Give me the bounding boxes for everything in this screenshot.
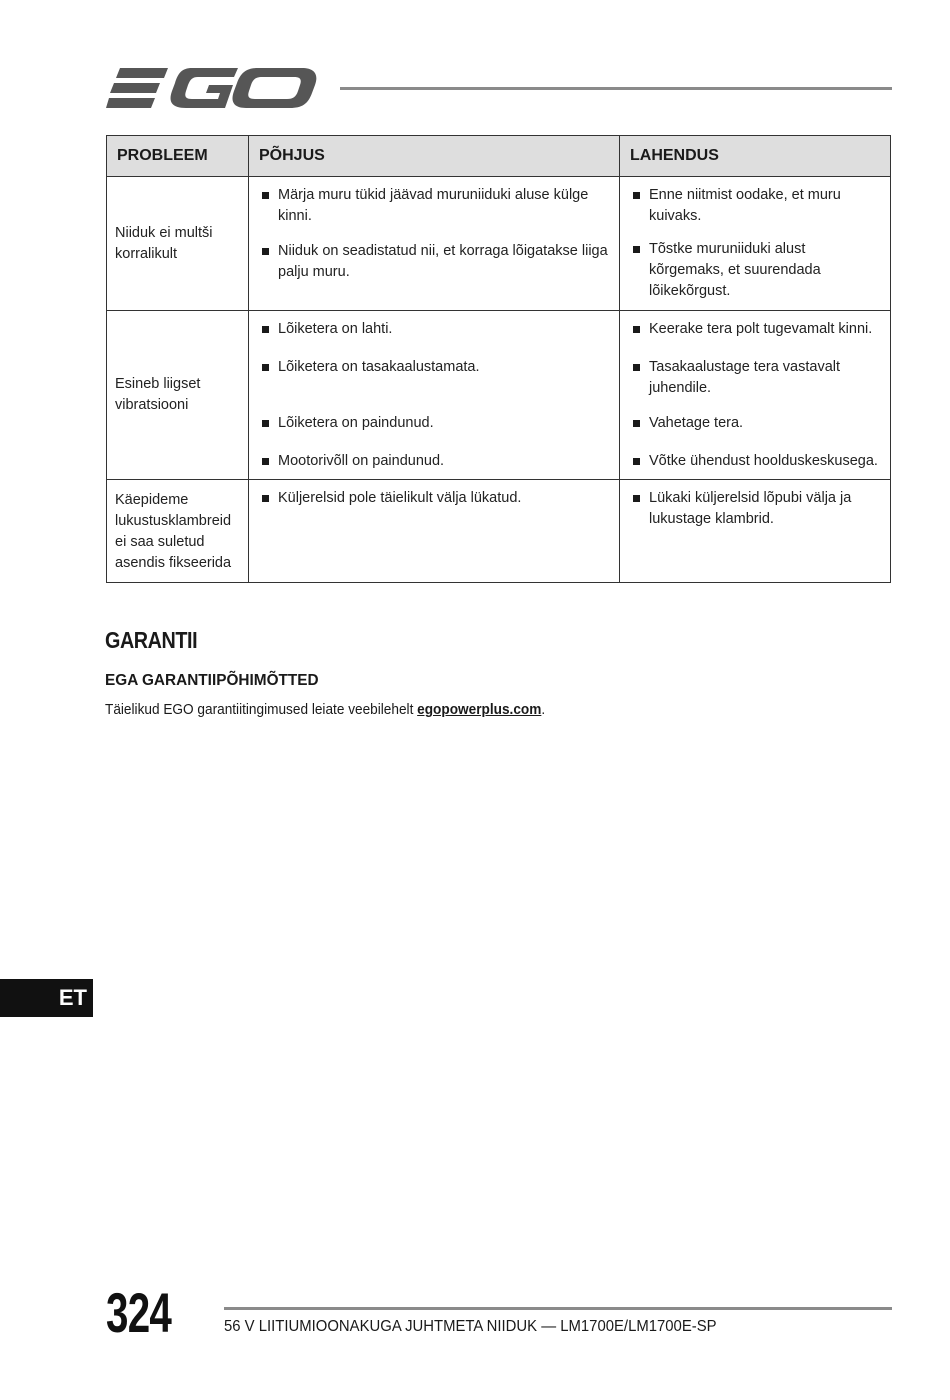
warranty-text-lead: Täielikud EGO garantiitingimused leiate veebilehelt — [105, 702, 418, 718]
cause-item: Lõiketera on lahti. — [259, 319, 609, 340]
solution-item: Lükaki küljerelsid lõpubi välja ja lukustage klambrid. — [630, 488, 880, 530]
cause-cell — [249, 311, 620, 480]
footer-title: 56 V LIITIUMIOONAKUGA JUHTMETA NIIDUK — LM1700E/LM1700E-SP — [224, 1318, 717, 1335]
solution-item: Enne niitmist oodake, et muru kuivaks. — [630, 185, 880, 227]
solution-cell — [620, 480, 891, 583]
cause-cell — [249, 480, 620, 583]
warranty-link[interactable]: egopowerplus.com — [417, 702, 542, 718]
table-header-row — [107, 136, 891, 177]
cause-item: Märja muru tükid jäävad muruniiduki aluse külge kinni. — [259, 185, 609, 227]
footer-rule — [224, 1307, 892, 1310]
solution-item: Vahetage tera. — [630, 413, 880, 434]
cause-item: Mootorivõll on paindunud. — [259, 451, 609, 472]
warranty-text-end: . — [541, 702, 546, 718]
language-tab: ET — [0, 979, 93, 1017]
table-row — [107, 311, 891, 480]
warranty-text — [105, 702, 545, 718]
cause-item: Küljerelsid pole täielikult välja lükatud. — [259, 488, 609, 509]
table-row — [107, 177, 891, 311]
cause-item: Lõiketera on tasakaalustamata. — [259, 357, 609, 378]
solution-item: Võtke ühendust hoolduskeskusega. — [630, 451, 880, 472]
problem-cell: Niiduk ei multši korralikult — [107, 177, 249, 311]
cause-cell — [249, 177, 620, 311]
troubleshooting-table — [106, 135, 891, 583]
solution-cell — [620, 177, 891, 311]
solution-item: Tasakaalustage tera vastavalt juhendile. — [630, 357, 880, 399]
page-number: 324 — [106, 1281, 172, 1344]
header-problem: PROBLEEM — [107, 136, 249, 177]
warranty-title: GARANTII — [105, 627, 198, 653]
ego-logo — [106, 64, 318, 112]
cause-item: Niiduk on seadistatud nii, et korraga lõigatakse liiga palju muru. — [259, 241, 609, 283]
header-solution: LAHENDUS — [620, 136, 891, 177]
cause-item: Lõiketera on paindunud. — [259, 413, 609, 434]
problem-cell: Käepideme lukustusklambreid ei saa suletud asendis fikseerida — [107, 480, 249, 583]
table-row — [107, 480, 891, 583]
header-cause: PÕHJUS — [249, 136, 620, 177]
solution-cell — [620, 311, 891, 480]
problem-cell: Esineb liigset vibratsiooni — [107, 311, 249, 480]
header-rule — [340, 87, 892, 90]
warranty-subtitle: EGA GARANTIIPÕHIMÕTTED — [105, 672, 319, 689]
solution-item: Tõstke muruniiduki alust kõrgemaks, et suurendada lõikekõrgust. — [630, 239, 880, 302]
solution-item: Keerake tera polt tugevamalt kinni. — [630, 319, 880, 340]
